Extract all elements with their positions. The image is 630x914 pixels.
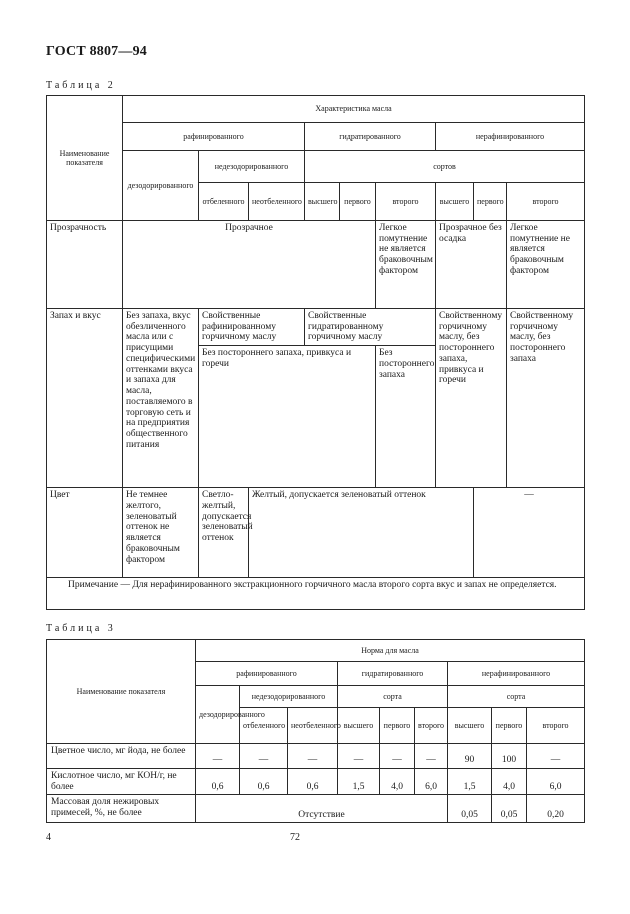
t2-row-color-name: Цвет <box>47 488 123 578</box>
t2-sub-first: первого <box>340 183 376 221</box>
t3-row-0-val: — <box>196 744 240 769</box>
t2-deodorized: дезодорированного <box>123 151 199 221</box>
t3-row-1-val: 6,0 <box>527 769 585 795</box>
t2-smell-nondeod-top: Свойственные рафинированному горчичному маслу <box>199 309 305 346</box>
t3-grade1: сорта <box>338 686 448 708</box>
t3-row-2-val: 0,20 <box>527 795 585 823</box>
t3-row-0-name: Цветное число, мг йода, не более <box>47 744 196 769</box>
t2-char-header: Характеристика масла <box>123 96 585 123</box>
t3-row-0-val: — <box>288 744 338 769</box>
t2-row-smell-name: Запах и вкус <box>47 309 123 488</box>
t3-group-hydrated: гидратированного <box>338 662 448 686</box>
t2-sub-first2: первого <box>474 183 507 221</box>
t3-row-2-val: 0,05 <box>492 795 527 823</box>
t3-sub-h-second: второго <box>415 708 448 744</box>
t2-color-bleached: Светло-желтый, допускается зеленоватый оттенок <box>199 488 249 578</box>
t2-group-unrefined: нерафинированного <box>436 123 585 151</box>
t3-sub-bleached: отбеленного <box>240 708 288 744</box>
t3-row-1-val: 0,6 <box>288 769 338 795</box>
t2-smell-unref-hf: Свойственному горчичному маслу, без постороннего запаха, привкуса и горечи <box>436 309 507 488</box>
t3-row-0-val: — <box>415 744 448 769</box>
t3-sub-u-second: второго <box>527 708 585 744</box>
t3-row-0-val: — <box>527 744 585 769</box>
page-number-center: 72 <box>290 832 300 843</box>
t2-nondeodorized: недезодорированного <box>199 151 305 183</box>
t3-group-refined: рафинированного <box>196 662 338 686</box>
t3-sub-u-first: первого <box>492 708 527 744</box>
t2-smell-hyd-top: Свойственные гидратированному горчичному маслу <box>305 309 436 346</box>
t2-row-transparency-name: Прозрачность <box>47 221 123 309</box>
t3-row-2-absent: Отсутствие <box>196 795 448 823</box>
t3-row-1-val: 1,5 <box>338 769 380 795</box>
t2-transparency-unref-hf: Прозрачное без осадка <box>436 221 507 309</box>
t2-grades: сортов <box>305 151 585 183</box>
t3-row-1-val: 6,0 <box>415 769 448 795</box>
t2-group-refined: рафинированного <box>123 123 305 151</box>
document-title: ГОСТ 8807—94 <box>46 44 147 59</box>
t2-sub-unbleached: неотбеленного <box>249 183 305 221</box>
t2-smell-hyd-second-bottom: Без постороннего запаха <box>376 346 436 488</box>
t3-row-1-val: 1,5 <box>448 769 492 795</box>
t2-smell-unref-second: Свойственному горчичному маслу, без постороннего запаха <box>507 309 585 488</box>
t3-row-1-val: 0,6 <box>196 769 240 795</box>
t3-name-header: Наименование показателя <box>47 640 196 744</box>
t3-row-0-val: — <box>380 744 415 769</box>
t2-sub-highest2: высшего <box>436 183 474 221</box>
t2-sub-second2: второго <box>507 183 585 221</box>
t2-smell-deod: Без запаха, вкус обезличенного масла или с присущими специфическими оттенками вкуса и запаха для масла, поставляемого в торговую сеть и на предприятия общественного питания <box>123 309 199 488</box>
t3-sub-h-highest: высшего <box>338 708 380 744</box>
t3-deodorized: дезодорированного <box>196 686 240 744</box>
t2-sub-highest: высшего <box>305 183 340 221</box>
t3-sub-u-highest: высшего <box>448 708 492 744</box>
t2-transparency-main: Прозрачное <box>123 221 376 309</box>
table3-caption: Таблица 3 <box>46 623 116 634</box>
t3-row-0-val: — <box>240 744 288 769</box>
table2-caption: Таблица 2 <box>46 80 116 91</box>
t2-sub-bleached: отбеленного <box>199 183 249 221</box>
t3-sub-h-first: первого <box>380 708 415 744</box>
t3-norm-header: Норма для масла <box>196 640 585 662</box>
t3-row-0-val: 100 <box>492 744 527 769</box>
t3-nondeodorized: недезодорированного <box>240 686 338 708</box>
table2 <box>46 95 584 610</box>
t2-group-hydrated: гидратированного <box>305 123 436 151</box>
t3-row-2-name: Массовая доля нежировых примесей, %, не более <box>47 795 196 823</box>
t2-transparency-hyd-second: Легкое помутнение не является браковочным фактором <box>376 221 436 309</box>
t2-color-deod: Не темнее желтого, зеленоватый оттенок не является браковочным фактором <box>123 488 199 578</box>
t3-group-unrefined: нерафинированного <box>448 662 585 686</box>
t3-row-1-val: 4,0 <box>380 769 415 795</box>
t3-row-1-name: Кислотное число, мг КОН/г, не более <box>47 769 196 795</box>
t3-row-0-val: — <box>338 744 380 769</box>
page-number-left: 4 <box>46 832 51 843</box>
t2-smell-bottom-mid: Без постороннего запаха, привкуса и горечи <box>199 346 376 488</box>
t2-sub-second: второго <box>376 183 436 221</box>
t2-transparency-unref-second: Легкое помутнение не является браковочным фактором <box>507 221 585 309</box>
t3-row-0-val: 90 <box>448 744 492 769</box>
t3-row-1-val: 4,0 <box>492 769 527 795</box>
t3-grade2: сорта <box>448 686 585 708</box>
t2-note: Примечание — Для нерафинированного экстракционного горчичного масла второго сорта вкус и запах не определяется. <box>47 578 585 610</box>
t2-color-dash1: — <box>474 488 585 578</box>
t2-color-rest: Желтый, допускается зеленоватый оттенок <box>249 488 474 578</box>
t3-row-1-val: 0,6 <box>240 769 288 795</box>
t3-sub-unbleached: неотбеленного <box>288 708 338 744</box>
t2-name-header: Наименование показателя <box>47 96 123 221</box>
t3-row-2-val: 0,05 <box>448 795 492 823</box>
table3 <box>46 639 584 823</box>
